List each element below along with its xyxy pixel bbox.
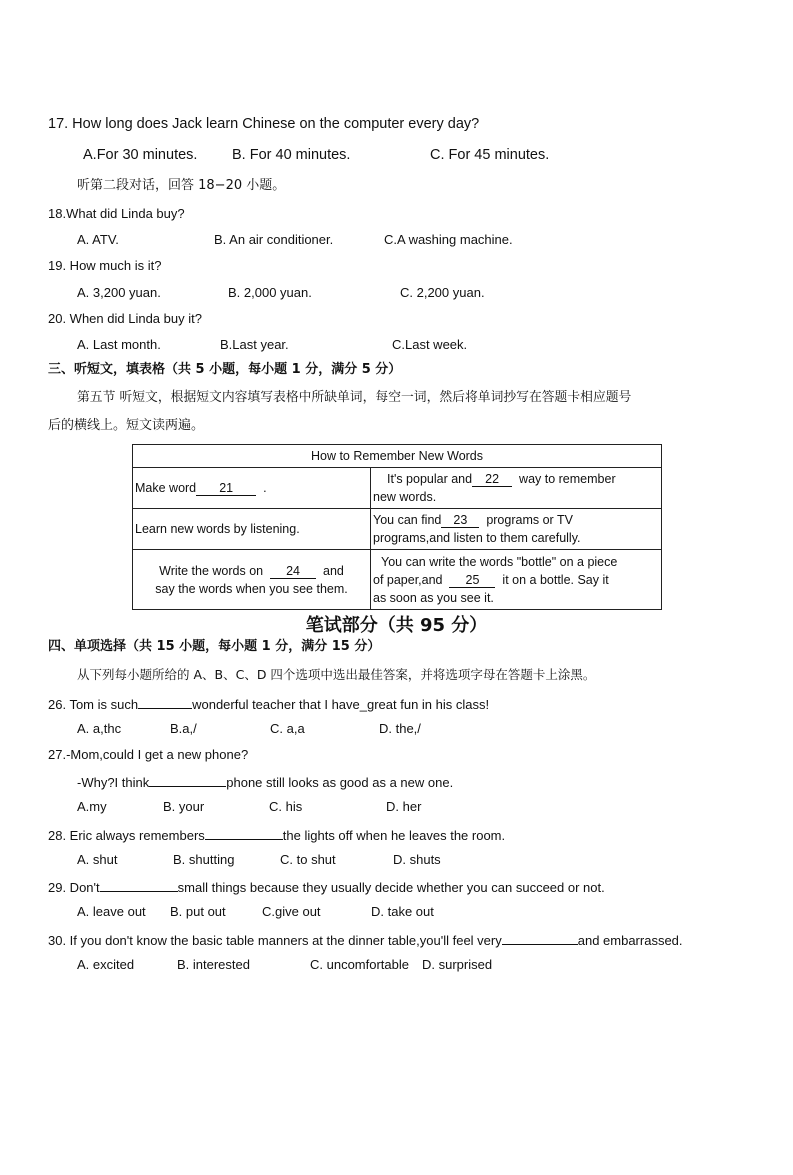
question-28-option-d: D. shuts	[393, 852, 441, 867]
row-3-left-text: Write the words on	[159, 563, 264, 578]
question-28-stem	[48, 826, 505, 844]
blank-25: 25	[449, 573, 495, 588]
question-17-option-a: A.For 30 minutes.	[83, 147, 198, 163]
question-29-option-b: B. put out	[170, 904, 226, 919]
table-title: How to Remember New Words	[133, 445, 662, 468]
row-1-right-line2: new words.	[373, 490, 437, 504]
question-27-text: -Why?I think	[77, 775, 150, 790]
question-29-option-d: D. take out	[371, 904, 434, 919]
question-28-option-a: A. shut	[77, 852, 118, 867]
row-3-right-text: of paper,and	[373, 572, 443, 587]
question-26-stem	[48, 695, 489, 713]
question-18-option-b: B. An air conditioner.	[214, 232, 334, 247]
blank-23: 23	[441, 513, 479, 528]
question-28-blank	[205, 826, 283, 840]
row-1-left-text: Make word	[135, 481, 197, 495]
blank-24: 24	[270, 564, 316, 579]
question-26-text-end: wonderful teacher that I have_great fun in his class!	[192, 697, 490, 712]
table-row-1-left	[133, 468, 371, 509]
question-19-option-a: A. 3,200 yuan.	[77, 285, 161, 300]
question-30-text: 30. If you don't know the basic table manners at the dinner table,you'll feel very	[48, 933, 502, 948]
remember-words-table	[132, 444, 662, 610]
dialog2-instruction: 听第二段对话，回答 18−20 小题。	[77, 178, 286, 193]
row-2-right-rest: programs or TV	[486, 513, 573, 527]
question-28-text-end: the lights off when he leaves the room.	[282, 828, 506, 843]
question-27-text-end: phone still looks as good as a new one.	[226, 775, 454, 790]
table-row-3-left	[133, 550, 371, 610]
question-26-option-c: C. a,a	[270, 721, 305, 736]
row-3-left-line2: say the words when you see them.	[155, 581, 348, 596]
question-20-option-b: B.Last year.	[220, 337, 289, 352]
section-4-instruction: 从下列每小题所给的 A、B、C、D 四个选项中选出最佳答案，并将选项字母在答题卡上涂黑。	[77, 667, 596, 682]
table-row-3-right	[371, 550, 662, 610]
question-30-stem	[48, 931, 683, 949]
question-18-option-c: C.A washing machine.	[384, 232, 513, 247]
section-4-heading: 四、单项选择（共 15 小题，每小题 1 分，满分 15 分）	[48, 639, 381, 654]
section-3-heading: 三、听短文，填表格（共 5 小题，每小题 1 分，满分 5 分）	[48, 362, 402, 377]
question-17-option-b: B. For 40 minutes.	[232, 147, 351, 163]
question-27-option-a: A.my	[77, 799, 107, 814]
question-30-text-end: and embarrassed.	[577, 933, 683, 948]
question-30-option-a: A. excited	[77, 957, 135, 972]
row-1-right-rest: way to remember	[519, 472, 616, 486]
question-27-stem	[77, 773, 453, 791]
question-30-option-c: C. uncomfortable	[310, 957, 409, 972]
row-2-right-line2: programs,and listen to them carefully.	[373, 531, 581, 545]
question-26-option-a: A. a,thc	[77, 721, 122, 736]
question-19-option-b: B. 2,000 yuan.	[228, 285, 312, 300]
question-29-text-end: small things because they usually decide whether you can succeed or not.	[177, 880, 605, 895]
table-row-2-left: Learn new words by listening.	[133, 509, 371, 550]
question-26-blank	[138, 695, 192, 709]
question-17-option-c: C. For 45 minutes.	[430, 147, 550, 163]
question-29-option-a: A. leave out	[77, 904, 146, 919]
blank-22: 22	[472, 472, 512, 487]
question-27-option-c: C. his	[269, 799, 303, 814]
question-27-option-b: B. your	[163, 799, 205, 814]
question-29-blank	[100, 878, 178, 892]
written-part-heading: 笔试部分（共 95 分）	[305, 615, 488, 636]
question-19-stem: 19. How much is it?	[48, 258, 162, 273]
row-3-right-line3: as soon as you see it.	[373, 590, 494, 605]
table-row-1-right	[371, 468, 662, 509]
question-28-option-b: B. shutting	[173, 852, 235, 867]
section-3-instruction-line2: 后的横线上。短文读两遍。	[48, 418, 205, 433]
question-28-text: 28. Eric always remembers	[48, 828, 205, 843]
question-30-blank	[502, 931, 578, 945]
row-1-left-end: .	[263, 481, 267, 495]
blank-21: 21	[196, 481, 256, 496]
row-3-right-line1: You can write the words "bottle" on a piece	[381, 554, 618, 569]
question-27-option-d: D. her	[386, 799, 422, 814]
question-18-option-a: A. ATV.	[77, 232, 119, 247]
question-20-option-c: C.Last week.	[392, 337, 468, 352]
row-2-right-text: You can find	[373, 513, 442, 527]
row-3-left-and: and	[323, 563, 344, 578]
section-3-instruction-line1: 第五节 听短文，根据短文内容填写表格中所缺单词，每空一词，然后将单词抄写在答题卡相应题号	[77, 390, 632, 405]
question-26-option-b: B.a,/	[170, 721, 197, 736]
question-29-stem	[48, 878, 605, 896]
question-27-line1: 27.-Mom,could I get a new phone?	[48, 747, 249, 762]
question-30-option-d: D. surprised	[422, 957, 493, 972]
question-17-stem: 17. How long does Jack learn Chinese on the computer every day?	[48, 116, 480, 132]
question-20-option-a: A. Last month.	[77, 337, 161, 352]
question-29-text: 29. Don't	[48, 880, 100, 895]
row-1-right-text: It's popular and	[387, 472, 473, 486]
question-20-stem: 20. When did Linda buy it?	[48, 311, 202, 326]
table-row-2-right	[371, 509, 662, 550]
question-30-option-b: B. interested	[177, 957, 250, 972]
question-28-option-c: C. to shut	[280, 852, 336, 867]
row-3-right-rest: it on a bottle. Say it	[502, 572, 609, 587]
question-26-option-d: D. the,/	[379, 721, 421, 736]
question-18-stem: 18.What did Linda buy?	[48, 206, 185, 221]
question-29-option-c: C.give out	[262, 904, 321, 919]
question-27-blank	[149, 773, 226, 787]
question-26-text: 26. Tom is such	[48, 697, 139, 712]
question-19-option-c: C. 2,200 yuan.	[400, 285, 485, 300]
